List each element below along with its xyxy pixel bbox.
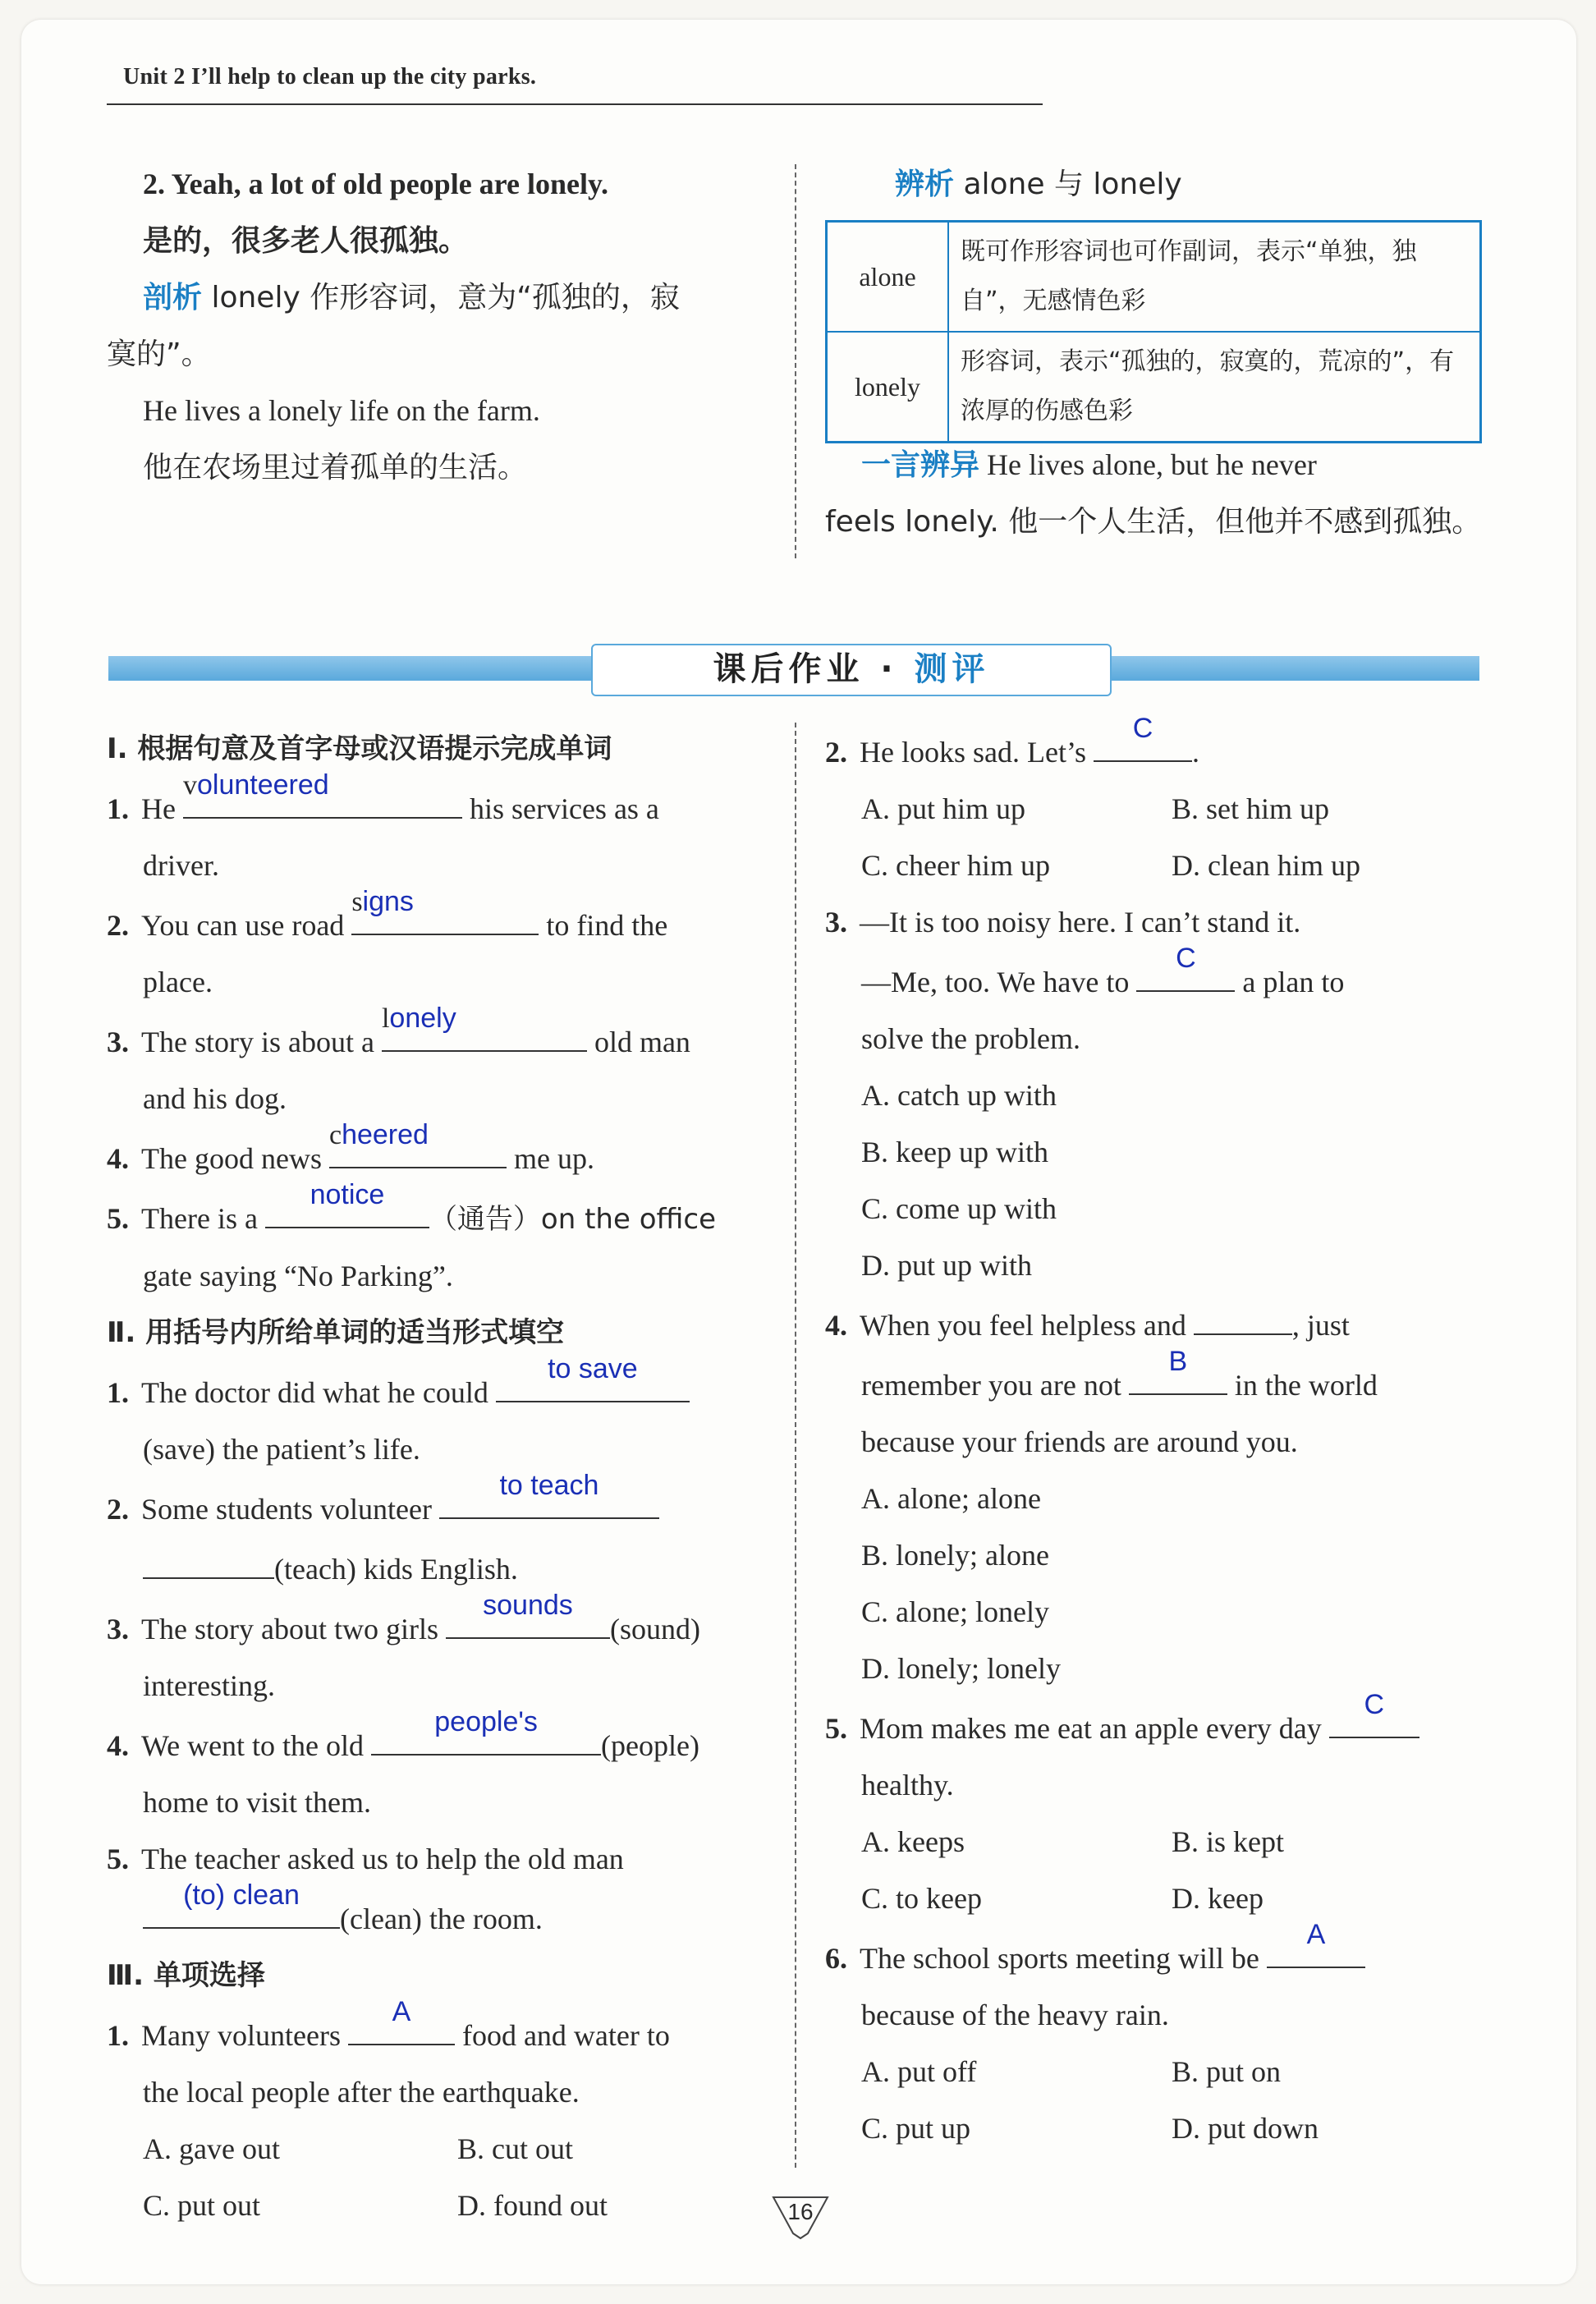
s1-item-1	[107, 769, 772, 838]
item-num: 1.	[107, 2019, 129, 2052]
item-text: remember you are not	[861, 1369, 1129, 1402]
answer-blank[interactable]	[1329, 1689, 1419, 1738]
item-num: 3.	[107, 1026, 129, 1058]
first-letter: c	[328, 1120, 342, 1150]
first-letter: l	[381, 1003, 390, 1034]
option-d[interactable]: D. put down	[1172, 2112, 1319, 2145]
compare-word: lonely	[827, 332, 949, 443]
s2-item-1	[107, 1353, 772, 1421]
item-num: 1.	[107, 1376, 129, 1409]
header-rule	[107, 103, 1043, 105]
answer-text: C	[1364, 1689, 1385, 1720]
item-text-cont	[107, 1538, 772, 1598]
unit-header: Unit 2 I’ll help to clean up the city parks.	[123, 64, 537, 89]
answer-text: B	[1168, 1346, 1188, 1377]
banner-title	[591, 644, 1112, 696]
option-row	[825, 781, 1482, 838]
answer-text: people's	[434, 1706, 538, 1737]
item-num: 3.	[107, 1613, 129, 1645]
item-text: food and water to	[454, 2019, 670, 2052]
option-b[interactable]: B. set him up	[1172, 792, 1330, 825]
answer-blank[interactable]	[381, 1003, 587, 1052]
option-c[interactable]: C. put up	[861, 2112, 971, 2145]
tip-block	[825, 437, 1482, 550]
option-row	[825, 1124, 1482, 1181]
answer-text: notice	[310, 1179, 385, 1210]
item-text-cont: because your friends are around you.	[861, 1425, 1298, 1458]
answer-text: A	[1306, 1919, 1326, 1950]
option-row	[825, 1527, 1482, 1584]
answer-text: igns	[362, 886, 414, 917]
banner-dot: ·	[880, 650, 898, 688]
s2-item-3	[107, 1590, 772, 1658]
item-text-cont	[825, 1346, 1482, 1414]
item-text: —It is too noisy here. I can’t stand it.	[860, 906, 1301, 939]
option-row	[107, 2121, 772, 2178]
answer-blank[interactable]	[328, 1119, 507, 1168]
item-text: —Me, too. We have to	[861, 966, 1137, 998]
option-row	[825, 1584, 1482, 1641]
tip-text: He lives alone, but he never	[979, 448, 1317, 481]
banner-part1: 课后作业	[713, 650, 864, 688]
compare-tag: 辨析	[895, 168, 955, 201]
item-text: (people)	[601, 1729, 699, 1762]
analysis-line	[107, 269, 772, 326]
example-en: He lives a lonely life on the farm.	[143, 394, 540, 427]
analysis-tag: 剖析	[143, 281, 203, 314]
item-text: in the world	[1227, 1369, 1378, 1402]
option-d[interactable]: D. put up with	[861, 1249, 1033, 1282]
answer-blank[interactable]	[351, 886, 539, 935]
option-row	[825, 838, 1482, 894]
item-num: 6.	[825, 1942, 847, 1975]
item-text: (sound)	[609, 1613, 700, 1645]
item-text: The school sports meeting will be	[860, 1942, 1267, 1975]
item-text: The doctor did what he could	[141, 1376, 496, 1409]
answer-text: (to) clean	[183, 1879, 300, 1911]
item-num: 2.	[825, 736, 847, 769]
option-b[interactable]: B. lonely; alone	[861, 1539, 1049, 1572]
answer-text: heered	[342, 1119, 429, 1150]
item-text: There is a	[141, 1202, 265, 1235]
answer-blank[interactable]	[496, 1353, 690, 1402]
s1-item-4	[107, 1119, 772, 1187]
page-number	[768, 2191, 832, 2240]
item-text: his services as a	[461, 792, 659, 825]
item-num: 5.	[825, 1712, 847, 1745]
answer-blank[interactable]	[265, 1179, 429, 1228]
item-text: He	[141, 792, 183, 825]
item-text: Some students volunteer	[141, 1493, 439, 1526]
option-row	[825, 2044, 1482, 2100]
first-letter: s	[351, 887, 363, 917]
answer-blank[interactable]	[1094, 713, 1192, 762]
item-num: 4.	[825, 1309, 847, 1342]
item-num: 3.	[825, 906, 847, 939]
option-row	[825, 1814, 1482, 1870]
answer-blank[interactable]	[1136, 943, 1235, 992]
option-c[interactable]: C. alone; lonely	[861, 1595, 1049, 1628]
option-a[interactable]: A. put him up	[861, 792, 1026, 825]
option-a[interactable]: A. gave out	[143, 2132, 280, 2165]
item-text-cont	[825, 943, 1482, 1011]
answer-text: olunteered	[196, 769, 329, 801]
option-row	[825, 1067, 1482, 1124]
s3-item-1	[107, 1996, 772, 2064]
option-c[interactable]: C. cheer him up	[861, 849, 1050, 882]
item-text: He looks sad. Let’s	[860, 736, 1094, 769]
s3-item-2	[825, 713, 1482, 781]
example-sentence: 2. Yeah, a lot of old people are lonely.	[143, 168, 608, 200]
analysis-text: lonely 作形容词，意为“孤独的，寂	[202, 281, 680, 314]
option-row	[825, 2100, 1482, 2157]
column-divider-bottom	[795, 723, 796, 2168]
answer-blank[interactable]	[1267, 1919, 1365, 1968]
item-text-cont: place.	[143, 966, 213, 998]
section3-title: Ⅲ. 单项选择	[107, 1959, 265, 1992]
answer-text: sounds	[483, 1590, 573, 1621]
answer-blank[interactable]	[439, 1470, 659, 1519]
answer-blank[interactable]	[371, 1706, 601, 1756]
item-num: 4.	[107, 1729, 129, 1762]
item-text: The story is about a	[141, 1026, 382, 1058]
compare-title-text: alone 与 lonely	[954, 168, 1182, 201]
page-number-text: 16	[787, 2199, 814, 2224]
item-text: We went to the old	[141, 1729, 372, 1762]
item-num: 2.	[107, 909, 129, 942]
first-letter: v	[182, 770, 197, 801]
option-c[interactable]: C. to keep	[861, 1882, 982, 1915]
option-c[interactable]: C. come up with	[861, 1192, 1057, 1225]
item-text: .	[1191, 736, 1199, 769]
compare-word: alone	[827, 222, 949, 333]
item-text: Many volunteers	[141, 2019, 348, 2052]
answer-text: C	[1132, 713, 1153, 744]
item-text-cont: interesting.	[143, 1669, 275, 1702]
item-text: When you feel helpless and	[860, 1309, 1194, 1342]
option-row	[825, 1237, 1482, 1294]
s1-item-3	[107, 1003, 772, 1071]
item-text: The story about two girls	[141, 1613, 446, 1645]
option-d[interactable]: D. clean him up	[1172, 849, 1360, 882]
item-text-cont: gate saying “No Parking”.	[143, 1260, 453, 1292]
tip-text-2: feels lonely. 他一个人生活，但他并不感到孤独。	[825, 505, 1482, 539]
item-text: Mom makes me eat an apple every day	[860, 1712, 1329, 1745]
answer-text: onely	[389, 1003, 456, 1034]
option-c[interactable]: C. put out	[143, 2189, 261, 2222]
answer-blank[interactable]	[143, 1879, 340, 1929]
answer-text: A	[392, 1996, 411, 2027]
option-b[interactable]: B. keep up with	[861, 1136, 1048, 1168]
item-num: 5.	[107, 1202, 129, 1235]
example-zh: 他在农场里过着孤单的生活。	[143, 451, 528, 484]
item-text-cont	[107, 1879, 772, 1948]
answer-blank-1[interactable]	[1194, 1294, 1292, 1335]
item-text-cont: (save) the patient’s life.	[143, 1433, 420, 1466]
item-text: (clean) the room.	[340, 1902, 543, 1935]
item-text: old man	[586, 1026, 690, 1058]
option-a[interactable]: A. keeps	[861, 1825, 965, 1858]
tip-tag: 一言辨异	[861, 448, 980, 482]
item-text: , just	[1291, 1309, 1350, 1342]
s2-item-2	[107, 1470, 772, 1538]
item-text: me up.	[506, 1142, 594, 1175]
column-divider-top	[795, 164, 796, 558]
answer-blank[interactable]	[348, 1996, 455, 2045]
compare-table	[825, 220, 1482, 443]
answer-blank-2[interactable]	[1129, 1346, 1227, 1395]
item-text: a plan to	[1235, 966, 1345, 998]
item-text: （通告）on the office	[429, 1203, 716, 1236]
answer-text: to teach	[499, 1470, 599, 1501]
answer-blank-cont	[143, 1538, 274, 1579]
banner-part2: 测评	[914, 650, 990, 688]
item-text-cont: driver.	[143, 849, 219, 882]
item-num: 5.	[107, 1843, 129, 1875]
option-row	[825, 1181, 1482, 1237]
answer-text: to save	[548, 1353, 638, 1384]
item-text-cont: and his dog.	[143, 1082, 287, 1115]
compare-row	[827, 222, 1481, 333]
item-text-cont: home to visit them.	[143, 1786, 371, 1819]
option-a[interactable]: A. alone; alone	[861, 1482, 1041, 1515]
option-d[interactable]: D. found out	[457, 2189, 608, 2222]
option-row	[825, 1471, 1482, 1527]
compare-desc: 形容词，表示“孤独的，寂寞的，荒凉的”，有浓厚的伤感色彩	[948, 332, 1481, 443]
item-text-cont: because of the heavy rain.	[861, 1999, 1169, 2031]
compare-row	[827, 332, 1481, 443]
s1-item-2	[107, 886, 772, 954]
item-text: The teacher asked us to help the old man	[141, 1843, 624, 1875]
left-exercises	[107, 721, 772, 2234]
answer-blank[interactable]	[182, 769, 462, 819]
item-num: 1.	[107, 792, 129, 825]
option-b[interactable]: B. put on	[1172, 2055, 1282, 2088]
option-row	[107, 2178, 772, 2234]
note-lonely	[107, 156, 772, 496]
section2-title: Ⅱ. 用括号内所给单词的适当形式填空	[107, 1316, 565, 1349]
section1-title: Ⅰ. 根据句意及首字母或汉语提示完成单词	[107, 732, 612, 765]
answer-blank[interactable]	[446, 1590, 610, 1639]
option-d[interactable]: D. lonely; lonely	[861, 1652, 1061, 1685]
analysis-text-2: 寞的”。	[107, 337, 211, 371]
option-row	[825, 1870, 1482, 1927]
item-text: The good news	[141, 1142, 329, 1175]
item-text: (teach) kids English.	[274, 1553, 518, 1586]
right-exercises	[825, 713, 1482, 2157]
item-text: to find the	[539, 909, 668, 942]
item-text-cont: the local people after the earthquake.	[143, 2076, 580, 2109]
s3-item-6	[825, 1919, 1482, 1987]
option-b[interactable]: B. cut out	[457, 2132, 573, 2165]
s1-item-5	[107, 1179, 772, 1248]
option-b[interactable]: B. is kept	[1172, 1825, 1285, 1858]
item-text: You can use road	[141, 909, 352, 942]
item-text-cont: solve the problem.	[861, 1022, 1080, 1055]
answer-text: C	[1176, 943, 1196, 974]
example-sentence-zh: 是的，很多老人很孤独。	[143, 224, 469, 258]
compare-desc: 既可作形容词也可作副词，表示“单独，独自”，无感情色彩	[948, 222, 1481, 333]
section-banner	[108, 644, 1479, 693]
option-d[interactable]: D. keep	[1172, 1882, 1264, 1915]
s2-item-4	[107, 1706, 772, 1774]
option-a[interactable]: A. put off	[861, 2055, 977, 2088]
s3-item-5	[825, 1689, 1482, 1757]
item-text-cont: healthy.	[861, 1769, 954, 1801]
item-num: 2.	[107, 1493, 129, 1526]
compare-title	[895, 156, 1182, 213]
item-num: 4.	[107, 1142, 129, 1175]
option-a[interactable]: A. catch up with	[861, 1079, 1057, 1112]
